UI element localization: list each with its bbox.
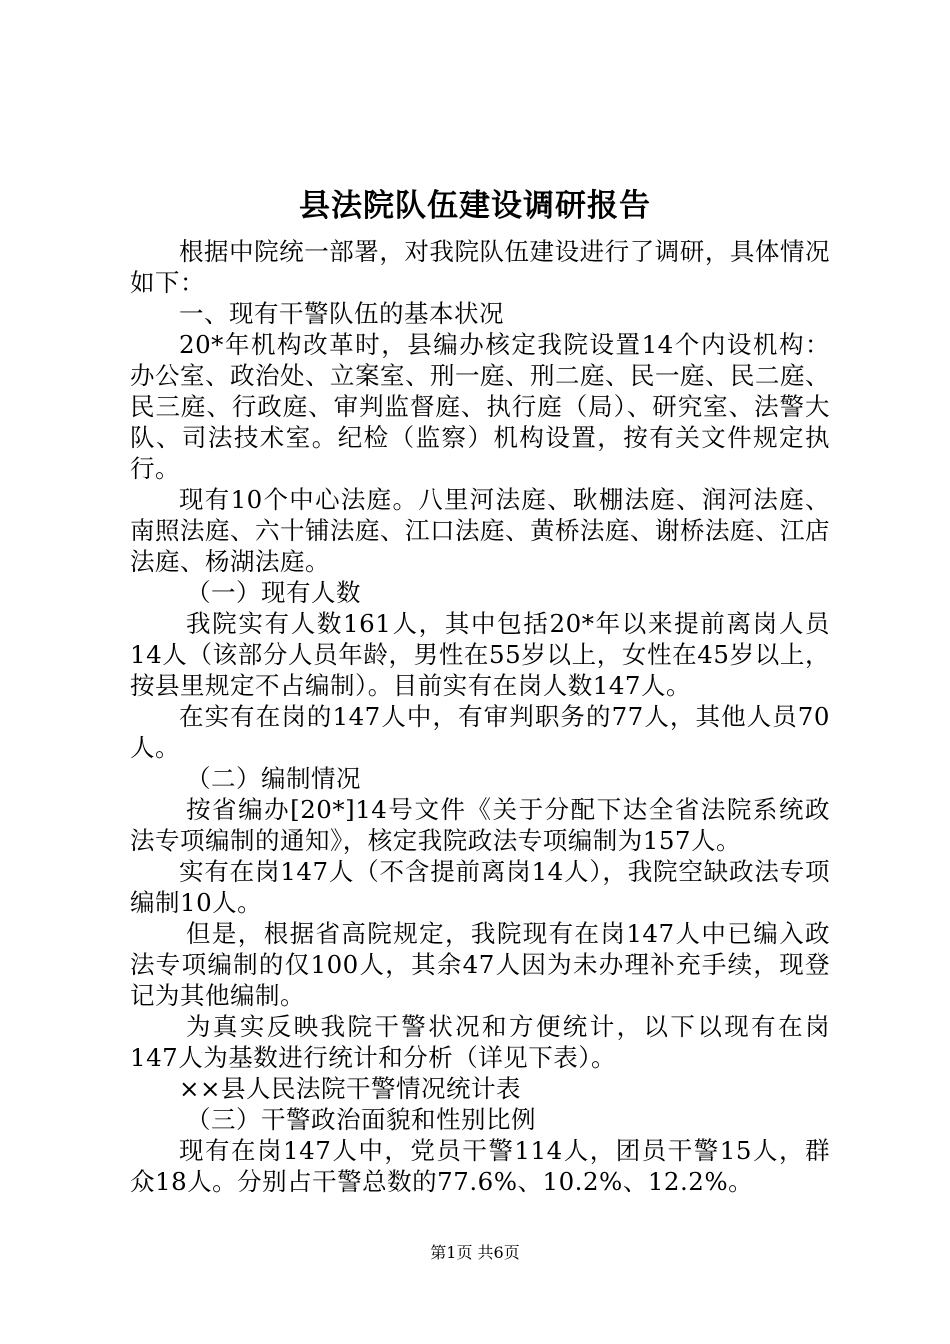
paragraph-political-status: 现有在岗147人中，党员干警114人，团员干警15人，群众18人。分别占干警总数的77.6%、10.2%、12.2%。 — [130, 1136, 830, 1196]
paragraph-vacancy: 实有在岗147人（不含提前离岗14人），我院空缺政法专项编制10人。 — [130, 857, 830, 917]
subsection-heading-3: （三）干警政治面貌和性别比例 — [186, 1105, 536, 1134]
page-footer: 第1页 共6页 — [430, 1243, 520, 1262]
paragraph-intro: 根据中院统一部署，对我院队伍建设进行了调研，具体情况如下： — [130, 237, 830, 297]
document-title: 县法院队伍建设调研报告 — [299, 188, 651, 224]
paragraph-quota: 按省编办[20*]14号文件《关于分配下达全省法院系统政法专项编制的通知》，核定我院政法专项编制为157人。 — [130, 795, 830, 855]
paragraph-courts: 现有10个中心法庭。八里河法庭、耿棚法庭、润河法庭、南照法庭、六十铺法庭、江口法庭、黄桥法庭、谢桥法庭、江店法庭、杨湖法庭。 — [130, 485, 830, 576]
paragraph-judicial-staff: 在实有在岗的147人中，有审判职务的77人，其他人员70人。 — [130, 702, 830, 762]
paragraph-headcount: 我院实有人数161人，其中包括20*年以来提前离岗人员14人（该部分人员年龄，男性在55岁以上，女性在45岁以上，按县里规定不占编制）。目前实有在岗人数147人。 — [130, 609, 830, 700]
paragraph-institutions: 20*年机构改革时，县编办核定我院设置14个内设机构：办公室、政治处、立案室、刑一庭、刑二庭、民一庭、民二庭、民三庭、行政庭、审判监督庭、执行庭（局）、研究室、法警大队、司法技术室。纪检（监察）机构设置，按有关文件规定执行。 — [130, 330, 830, 483]
subsection-heading-1: （一）现有人数 — [186, 578, 361, 607]
subsection-heading-2: （二）编制情况 — [186, 764, 361, 793]
paragraph-registration: 但是，根据省高院规定，我院现有在岗147人中已编入政法专项编制的仅100人，其余47人因为未办理补充手续，现登记为其他编制。 — [130, 919, 830, 1010]
table-caption: ××县人民法院干警情况统计表 — [179, 1074, 522, 1103]
document-body — [130, 236, 830, 1197]
section-heading-1: 一、现有干警队伍的基本状况 — [179, 299, 504, 328]
paragraph-statistics-basis: 为真实反映我院干警状况和方便统计，以下以现有在岗147人为基数进行统计和分析（详见下表）。 — [130, 1012, 830, 1072]
